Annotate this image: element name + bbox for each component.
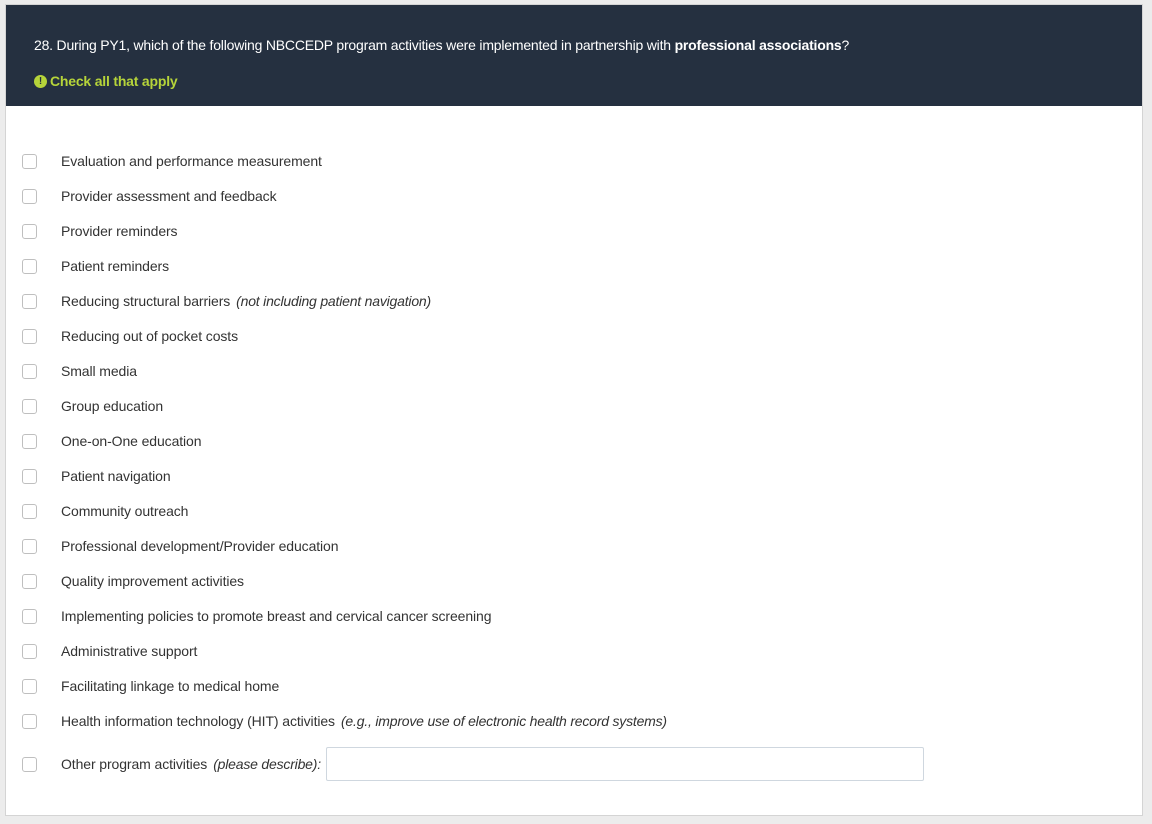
checkbox[interactable]	[22, 154, 37, 169]
option-provider-reminders[interactable]	[22, 221, 177, 241]
option-professional-development[interactable]	[22, 536, 338, 556]
option-label: Professional development/Provider education	[61, 538, 339, 554]
option-implementing-policies[interactable]	[22, 606, 491, 626]
checkbox[interactable]	[22, 224, 37, 239]
option-label: Other program activities	[61, 756, 208, 772]
option-label: Provider assessment and feedback	[61, 188, 277, 204]
option-patient-reminders[interactable]	[22, 256, 169, 276]
option-medical-home[interactable]	[22, 676, 279, 696]
question-suffix: ?	[841, 37, 850, 53]
question-emphasis: professional associations	[674, 37, 842, 53]
option-provider-assessment[interactable]	[22, 186, 276, 206]
checkbox[interactable]	[22, 259, 37, 274]
option-label: Small media	[61, 363, 137, 379]
option-label: Quality improvement activities	[61, 573, 244, 589]
option-label: Reducing out of pocket costs	[61, 328, 238, 344]
option-label: Facilitating linkage to medical home	[61, 678, 280, 694]
option-other[interactable]	[22, 747, 924, 781]
option-note: (please describe):	[213, 756, 321, 772]
instruction	[34, 73, 177, 89]
checkbox[interactable]	[22, 539, 37, 554]
exclamation-circle-icon: !	[34, 75, 47, 88]
option-label: Group education	[61, 398, 164, 414]
instruction-text: Check all that apply	[50, 73, 178, 89]
checkbox[interactable]	[22, 574, 37, 589]
option-label: Health information technology (HIT) activities	[61, 713, 335, 729]
checkbox[interactable]	[22, 364, 37, 379]
checkbox[interactable]	[22, 294, 37, 309]
checkbox[interactable]	[22, 329, 37, 344]
question-text	[34, 37, 849, 53]
option-note: (e.g., improve use of electronic health record systems)	[340, 713, 667, 729]
option-one-on-one[interactable]	[22, 431, 201, 451]
question-header	[6, 5, 1142, 106]
checkbox[interactable]	[22, 434, 37, 449]
option-label: Evaluation and performance measurement	[61, 153, 322, 169]
option-group-education[interactable]	[22, 396, 163, 416]
option-small-media[interactable]	[22, 361, 137, 381]
question-card	[5, 4, 1143, 816]
option-label: Administrative support	[61, 643, 198, 659]
option-label: Patient navigation	[61, 468, 171, 484]
checkbox[interactable]	[22, 644, 37, 659]
option-label: Implementing policies to promote breast and cervical cancer screening	[61, 608, 492, 624]
checkbox[interactable]	[22, 189, 37, 204]
checkbox[interactable]	[22, 679, 37, 694]
option-quality-improvement[interactable]	[22, 571, 244, 591]
question-prefix: 28. During PY1, which of the following NBCCEDP program activities were implemented in partnership with	[34, 37, 675, 53]
option-structural-barriers[interactable]	[22, 291, 431, 311]
other-description-input[interactable]	[326, 747, 924, 781]
option-hit-activities[interactable]	[22, 711, 667, 731]
option-patient-navigation[interactable]	[22, 466, 171, 486]
option-label: One-on-One education	[61, 433, 202, 449]
option-administrative-support[interactable]	[22, 641, 197, 661]
option-label: Community outreach	[61, 503, 189, 519]
option-out-of-pocket[interactable]	[22, 326, 238, 346]
checkbox[interactable]	[22, 399, 37, 414]
checkbox[interactable]	[22, 469, 37, 484]
option-evaluation[interactable]	[22, 151, 322, 171]
option-note: (not including patient navigation)	[236, 293, 431, 309]
option-label: Reducing structural barriers	[61, 293, 231, 309]
option-community-outreach[interactable]	[22, 501, 188, 521]
checkbox[interactable]	[22, 714, 37, 729]
checkbox[interactable]	[22, 504, 37, 519]
checkbox[interactable]	[22, 609, 37, 624]
option-label: Patient reminders	[61, 258, 170, 274]
checkbox[interactable]	[22, 757, 37, 772]
option-label: Provider reminders	[61, 223, 178, 239]
